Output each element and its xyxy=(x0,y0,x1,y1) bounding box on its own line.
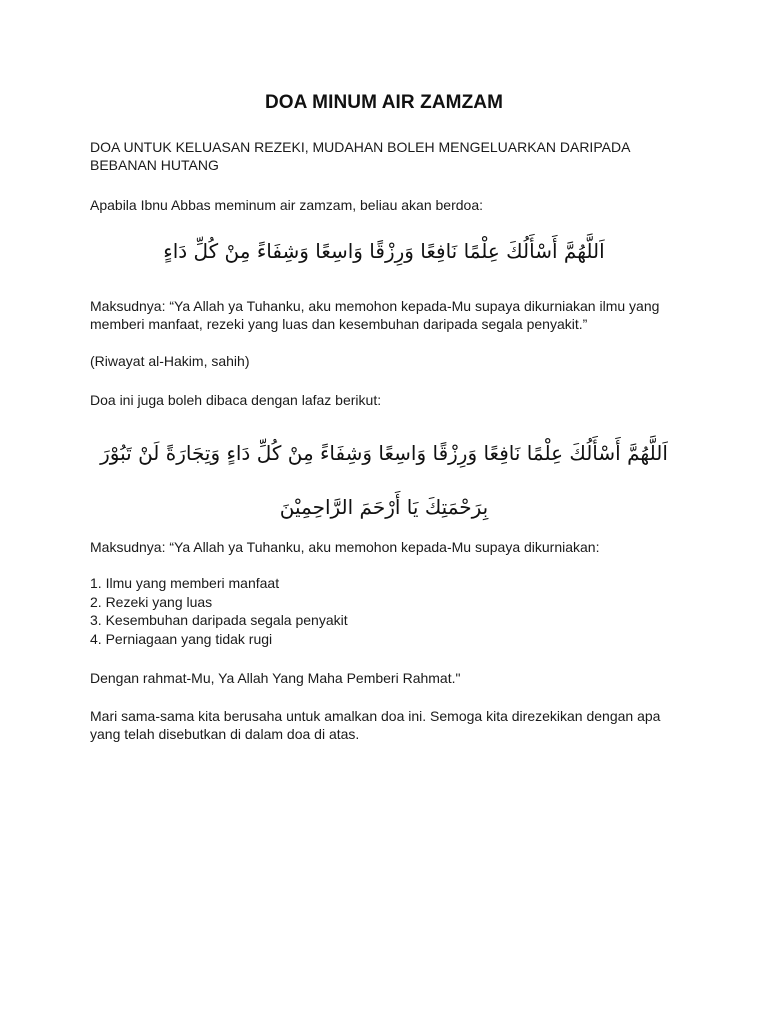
intro-text: Apabila Ibnu Abbas meminum air zamzam, beliau akan berdoa: xyxy=(90,197,483,213)
page-title: DOA MINUM AIR ZAMZAM xyxy=(264,92,504,113)
meaning-short-text: Maksudnya: “Ya Allah ya Tuhanku, aku memohon kepada-Mu supaya dikurniakan ilmu yang memberi manfaat, rezeki yang luas dan kesembuhan daripada segala penyakit.” xyxy=(90,298,660,332)
arabic-prayer-short: اَللَّهُمَّ أَسْأَلُكَ عِلْمًا نَافِعًا وَرِزْقًا وَاسِعًا وَشِفَاءً مِنْ كُلِّ دَاءٍ xyxy=(163,239,605,263)
alt-intro-text: Doa ini juga boleh dibaca dengan lafaz berikut: xyxy=(90,392,382,408)
subtitle-text: DOA UNTUK KELUASAN REZEKI, MUDAHAN BOLEH MENGELUARKAN DARIPADA BEBANAN HUTANG xyxy=(90,139,630,173)
list-item: 2. Rezeki yang luas xyxy=(90,593,213,610)
benefits-list xyxy=(90,574,690,648)
list-item: 4. Perniagaan yang tidak rugi xyxy=(90,630,273,647)
list-item: 1. Ilmu yang memberi manfaat xyxy=(90,575,280,591)
list-item: 3. Kesembuhan daripada segala penyakit xyxy=(90,612,348,628)
final-paragraph-text: Mari sama-sama kita berusaha untuk amalkan doa ini. Semoga kita direzekikan dengan apa yang telah disebutkan di dalam doa di atas. xyxy=(90,708,661,742)
closing-line-text: Dengan rahmat-Mu, Ya Allah Yang Maha Pemberi Rahmat." xyxy=(90,670,461,686)
arabic-prayer-long: اَللَّهُمَّ أَسْأَلُكَ عِلْمًا نَافِعًا وَرِزْقًا وَاسِعًا وَشِفَاءً مِنْ كُلِّ دَاءٍ وَتِجَارَةً لَنْ تَبُوْرَ بِرَحْمَتِكَ يَا أَرْحَمَ الرَّاحِمِيْنَ xyxy=(100,441,668,519)
source-text: (Riwayat al-Hakim, sahih) xyxy=(90,353,250,369)
meaning-long-intro: Maksudnya: “Ya Allah ya Tuhanku, aku memohon kepada-Mu supaya dikurniakan: xyxy=(90,539,600,555)
